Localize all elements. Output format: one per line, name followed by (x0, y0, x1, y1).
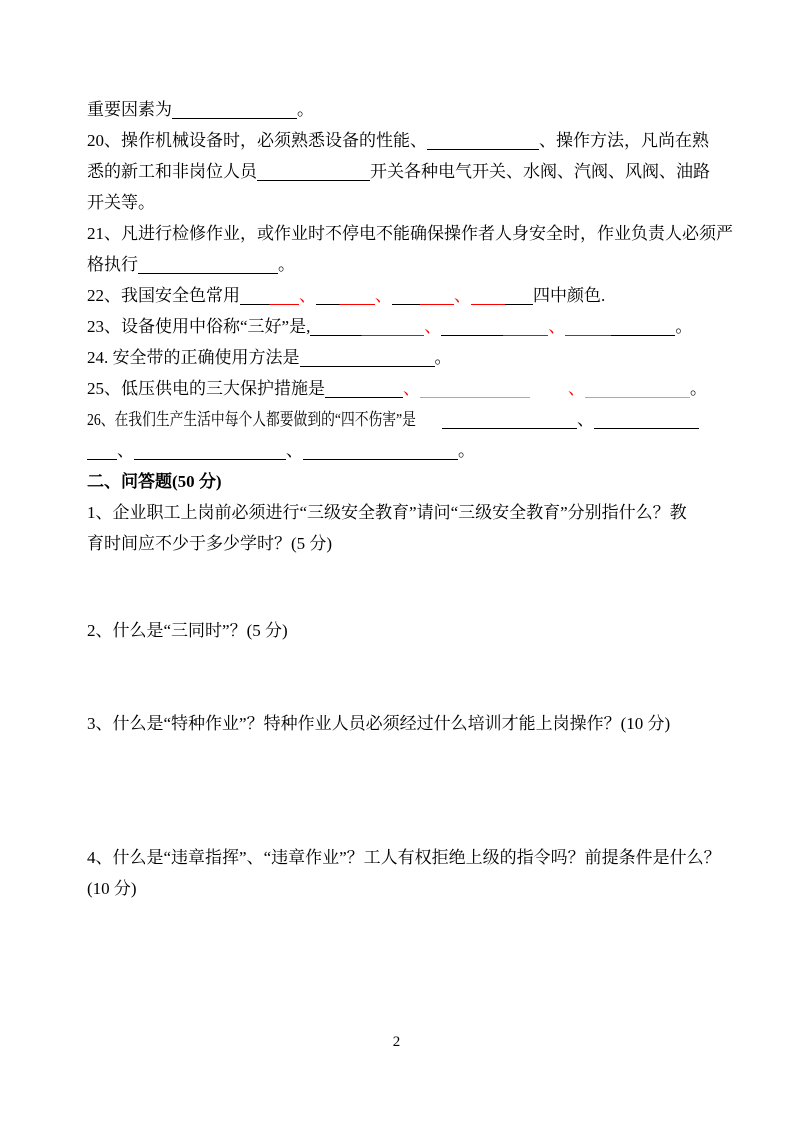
answer-blank-underline (134, 440, 286, 460)
essay-question-4-line2: (10 分) (87, 879, 137, 898)
essay-question-1-line1: 1、企业职工上岗前必须进行“三级安全教育”请问“三级安全教育”分别指什么？教 (87, 503, 687, 522)
answer-blank-underline (594, 409, 699, 429)
answer-blank-underline (471, 285, 533, 305)
question-20-line3 (87, 187, 709, 218)
text-run: 22、我国安全色常用 (87, 286, 240, 305)
text-run: 、操作方法，凡尚在熟 (539, 131, 709, 150)
text-run: 23、设备使用中俗称“三好”是, (87, 317, 311, 336)
question-24 (87, 342, 709, 373)
question-26-line1-blanks (442, 410, 699, 429)
text-run: 悉的新工和非岗位人员 (87, 162, 257, 181)
text-run: 25、低压供电的三大保护措施是 (87, 379, 325, 398)
answer-blank-underline (172, 99, 297, 119)
essay-question-1-line2: 育时间应不少于多少学时？(5 分) (87, 534, 333, 553)
text-run: 、 (548, 317, 566, 336)
text-run: 、 (577, 410, 594, 429)
question-20-line2 (87, 156, 709, 187)
answer-blank-underline (392, 285, 454, 305)
question-26-condensed-text: 26、在我们生产生活中每个人都要做到的“四不伤害”是 (87, 410, 416, 429)
page-number: 2 (392, 1034, 401, 1050)
answer-blank-underline (316, 285, 375, 305)
answer-blank-underline (565, 316, 675, 336)
answer-blank-underline (240, 285, 299, 305)
question-26-line2 (87, 435, 709, 466)
question-22 (87, 280, 709, 311)
text-run: 。 (278, 255, 295, 274)
text-run: 。 (458, 441, 475, 460)
answer-blank-underline (325, 378, 403, 398)
answer-blank-underline (300, 347, 435, 367)
answer-blank-underline (441, 316, 548, 336)
page-body (87, 94, 733, 904)
text-run: 、 (568, 379, 585, 398)
text-run: 。 (690, 379, 707, 398)
text-run: 24. 安全带的正确使用方法是 (87, 348, 300, 367)
essay-question-4-line1: 4、什么是“违章指挥”、“违章作业”？工人有权拒绝上级的指令吗？前提条件是什么？ (87, 848, 721, 867)
text-run: 。 (297, 100, 314, 119)
text-run: 、 (117, 441, 134, 460)
text-run: 重要因素为 (87, 100, 172, 119)
answer-blank-underline (427, 130, 539, 150)
question-23 (87, 311, 709, 342)
question-25 (87, 373, 709, 404)
section-2-header: 二、问答题(50 分) (87, 472, 222, 491)
question-21-line1 (87, 218, 733, 249)
question-19-continuation (87, 94, 709, 125)
text-run: 21、凡进行检修作业，或作业时不停电不能确保操作者人身安全时，作业负责人必须严 (87, 224, 733, 243)
text-run: 、 (403, 379, 420, 398)
answer-blank-underline (310, 316, 424, 336)
text-run: 。 (434, 348, 452, 367)
answer-blank-underline (138, 254, 278, 274)
question-21-line2 (87, 249, 709, 280)
text-run: 、 (424, 317, 442, 336)
answer-blank-underline (303, 440, 458, 460)
answer-blank-underline (257, 161, 370, 181)
question-26-line1 (87, 404, 709, 435)
text-run: 开关各种电气开关、水阀、汽阀、风阀、油路 (370, 162, 710, 181)
text-run: 。 (675, 317, 693, 336)
answer-blank-underline (420, 378, 530, 398)
essay-question-3: 3、什么是“特种作业”？特种作业人员必须经过什么培训才能上岗操作？(10 分) (87, 714, 671, 733)
answer-blank-underline (585, 378, 690, 398)
horizontal-gap (530, 393, 568, 394)
text-run: 、 (299, 286, 316, 305)
essay-question-2: 2、什么是“三同时”？(5 分) (87, 621, 288, 640)
question-20-line1 (87, 125, 709, 156)
text-run: 开关等。 (87, 193, 155, 212)
text-run: 20、操作机械设备时，必须熟悉设备的性能、 (87, 131, 427, 150)
text-run: 、 (286, 441, 303, 460)
text-run: 格执行 (87, 255, 138, 274)
text-run: 、 (454, 286, 471, 305)
text-run: 四中颜色. (533, 286, 606, 305)
answer-blank-underline (87, 440, 117, 460)
answer-blank-underline (442, 409, 577, 429)
text-run: 、 (375, 286, 392, 305)
